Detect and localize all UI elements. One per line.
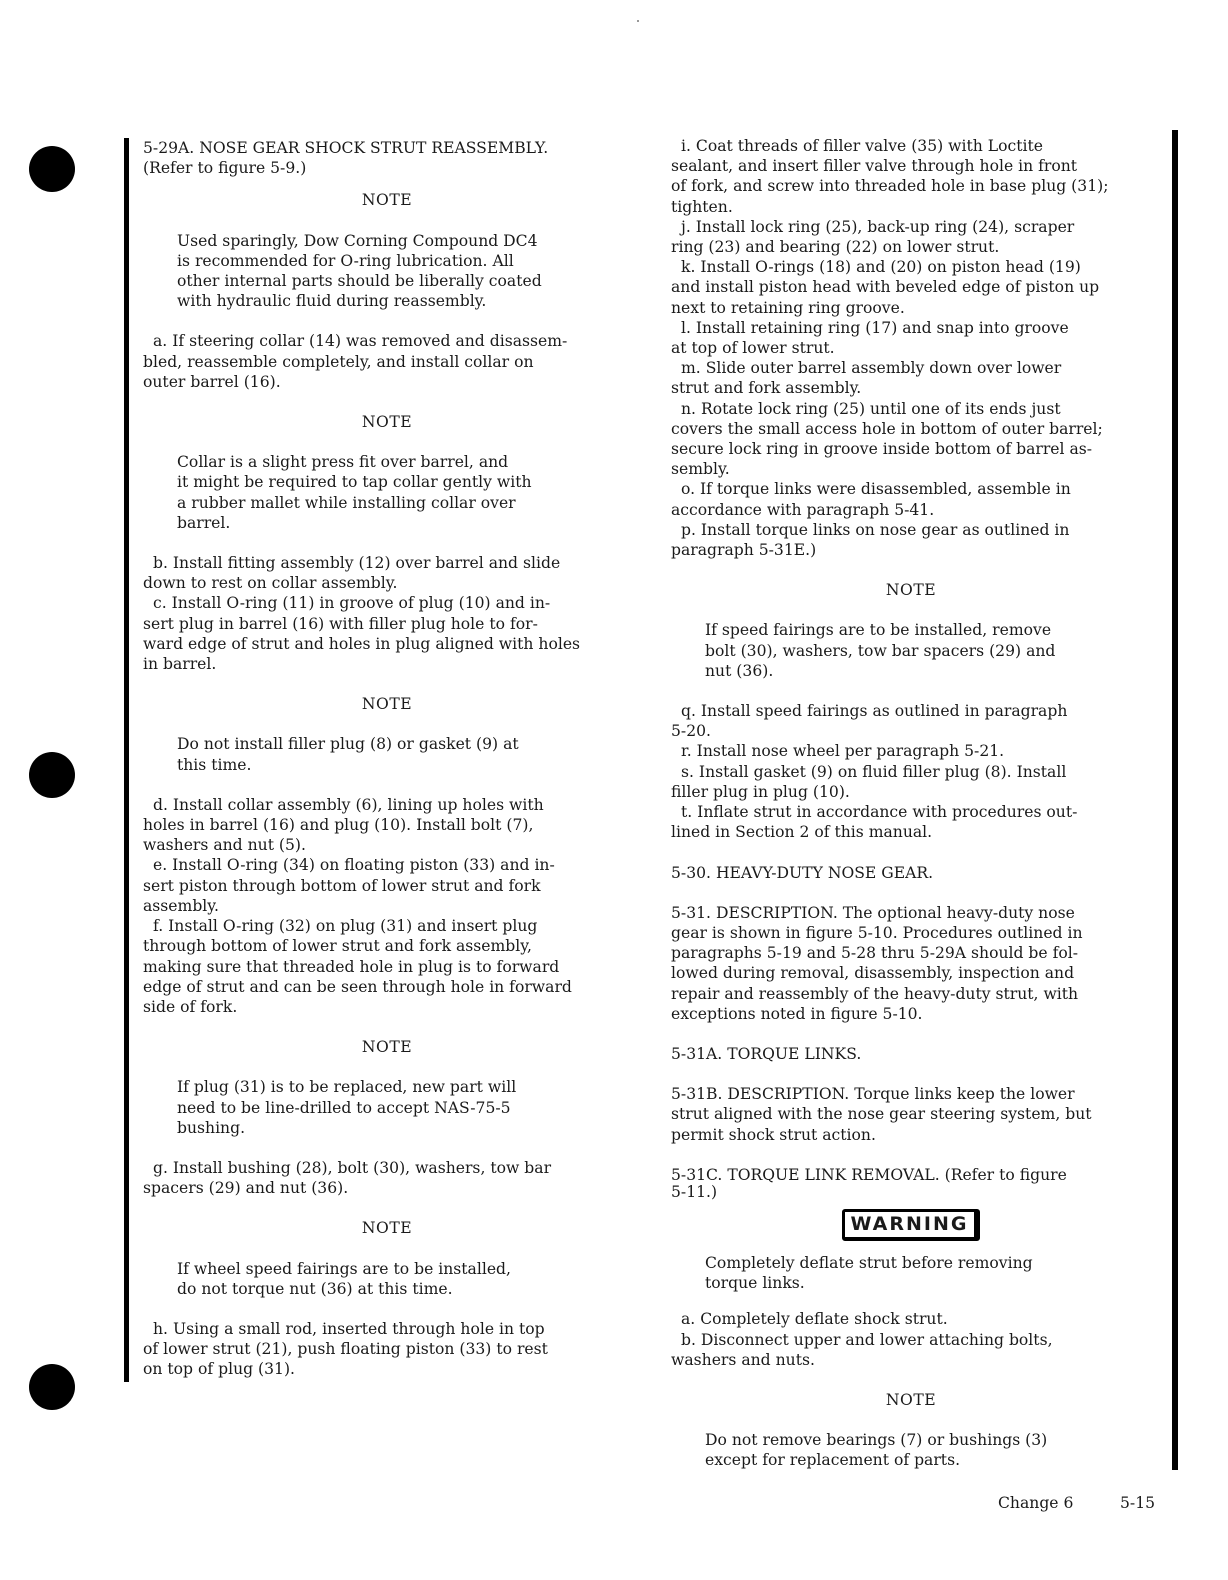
note-line: bolt (30), washers, tow bar spacers (29) and xyxy=(705,641,1056,660)
note-line: do not torque nut (36) at this time. xyxy=(177,1279,453,1298)
step-k: k. Install O-rings (18) and (20) on piston head (19) xyxy=(681,258,1081,277)
note-line: this time. xyxy=(177,755,252,774)
step-line: through bottom of lower strut and fork assembly, xyxy=(143,937,532,956)
step-a xyxy=(143,331,631,351)
note-label: NOTE xyxy=(885,1390,937,1409)
paragraph-line: lowed during removal, disassembly, inspection and xyxy=(671,964,1075,983)
step-line: lined in Section 2 of this manual. xyxy=(671,823,933,842)
step-q: q. Install speed fairings as outlined in paragraph xyxy=(681,702,1068,721)
note-body xyxy=(177,452,631,533)
step-line: in barrel. xyxy=(143,655,217,674)
note-line: Used sparingly, Dow Corning Compound DC4 xyxy=(177,231,538,250)
step-b-removal: b. Disconnect upper and lower attaching bolts, xyxy=(681,1330,1053,1349)
warning-line: torque links. xyxy=(705,1274,805,1293)
warning-label: WARNING xyxy=(842,1209,981,1241)
paragraph-line: paragraphs 5-19 and 5-28 thru 5-29A should be fol- xyxy=(671,944,1079,963)
change-bar-right xyxy=(1172,130,1178,1470)
step-a-removal: a. Completely deflate shock strut. xyxy=(681,1310,948,1329)
step-line: holes in barrel (16) and plug (10). Install bolt (7), xyxy=(143,816,534,835)
paragraph-line: exceptions noted in figure 5-10. xyxy=(671,1004,923,1023)
step-b: b. Install fitting assembly (12) over barrel and slide xyxy=(153,554,561,573)
section-heading: 5-29A. NOSE GEAR SHOCK STRUT REASSEMBLY. xyxy=(143,139,549,157)
step-f: f. Install O-ring (32) on plug (31) and insert plug xyxy=(153,917,538,936)
step-line: 5-20. xyxy=(671,722,711,741)
step-line: a. If steering collar (14) was removed and disassem- xyxy=(153,332,568,351)
change-bar-left xyxy=(124,138,129,1382)
step-line: at top of lower strut. xyxy=(671,339,835,358)
heading-5-30: 5-30. HEAVY-DUTY NOSE GEAR. xyxy=(671,863,934,882)
step-line: of lower strut (21), push floating piston (33) to rest xyxy=(143,1340,548,1359)
note-line: except for replacement of parts. xyxy=(705,1451,961,1470)
step-line: outer barrel (16). xyxy=(143,372,281,391)
step-t: t. Inflate strut in accordance with procedures out- xyxy=(681,803,1078,822)
step-c: c. Install O-ring (11) in groove of plug (10) and in- xyxy=(153,594,551,613)
step-m: m. Slide outer barrel assembly down over lower xyxy=(681,359,1062,378)
step-line: sealant, and insert filler valve through hole in front xyxy=(671,157,1078,176)
step-line: of fork, and screw into threaded hole in base plug (31); xyxy=(671,177,1109,196)
step-p: p. Install torque links on nose gear as outlined in xyxy=(681,520,1070,539)
note-label: NOTE xyxy=(361,695,413,714)
note-label: NOTE xyxy=(361,1219,413,1238)
step-e: e. Install O-ring (34) on floating piston (33) and in- xyxy=(153,856,555,875)
heading-line: 5-11.) xyxy=(671,1182,718,1201)
right-column xyxy=(671,136,1151,1471)
step-line: sert plug in barrel (16) with filler plug hole to for- xyxy=(143,614,538,633)
step-line: washers and nut (5). xyxy=(143,836,306,855)
note-body xyxy=(177,734,631,774)
paragraph-5-31: 5-31. DESCRIPTION. The optional heavy-duty nose xyxy=(671,903,1075,922)
step-o: o. If torque links were disassembled, assemble in xyxy=(681,480,1071,499)
step-line: making sure that threaded hole in plug is to forward xyxy=(143,957,560,976)
step-h: h. Using a small rod, inserted through hole in top xyxy=(153,1319,545,1338)
note-body xyxy=(177,1259,631,1299)
step-line: bled, reassemble completely, and install collar on xyxy=(143,352,534,371)
step-j: j. Install lock ring (25), back-up ring (24), scraper xyxy=(681,217,1075,236)
change-number: Change 6 xyxy=(998,1494,1074,1512)
note-line: a rubber mallet while installing collar over xyxy=(177,493,516,512)
heading-5-31c: 5-31C. TORQUE LINK REMOVAL. (Refer to figure xyxy=(671,1165,1067,1184)
step-line: filler plug in plug (10). xyxy=(671,782,850,801)
warning-line: Completely deflate strut before removing xyxy=(705,1253,1033,1272)
warning-body xyxy=(705,1253,1151,1293)
paragraph-line: strut aligned with the nose gear steering system, but xyxy=(671,1105,1092,1124)
paragraph-5-31b: 5-31B. DESCRIPTION. Torque links keep the lower xyxy=(671,1085,1075,1104)
paragraph-line: permit shock strut action. xyxy=(671,1125,876,1144)
note-line: If speed fairings are to be installed, remove xyxy=(705,621,1052,640)
page-number: 5-15 xyxy=(1120,1494,1156,1512)
step-l: l. Install retaining ring (17) and snap into groove xyxy=(681,318,1069,337)
step-s: s. Install gasket (9) on fluid filler plug (8). Install xyxy=(681,762,1067,781)
note-line: If plug (31) is to be replaced, new part will xyxy=(177,1078,517,1097)
note-label: NOTE xyxy=(361,1038,413,1057)
note-line: barrel. xyxy=(177,513,231,532)
note-line: If wheel speed fairings are to be installed, xyxy=(177,1259,511,1278)
step-line: washers and nuts. xyxy=(671,1350,815,1369)
step-d: d. Install collar assembly (6), lining up holes with xyxy=(153,795,544,814)
step-line: assembly. xyxy=(143,896,219,915)
note-line: Do not remove bearings (7) or bushings (3) xyxy=(705,1431,1048,1450)
note-body xyxy=(177,1077,631,1138)
step-line: strut and fork assembly. xyxy=(671,379,862,398)
note-line: Collar is a slight press fit over barrel, and xyxy=(177,453,509,472)
step-n: n. Rotate lock ring (25) until one of its ends just xyxy=(681,399,1061,418)
step-line: sembly. xyxy=(671,460,730,479)
heading-5-31a: 5-31A. TORQUE LINKS. xyxy=(671,1044,862,1063)
note-line: nut (36). xyxy=(705,661,774,680)
step-line: next to retaining ring groove. xyxy=(671,298,905,317)
binder-hole-middle xyxy=(29,752,75,798)
left-column xyxy=(143,138,631,1380)
note-line: is recommended for O-ring lubrication. All xyxy=(177,251,514,270)
note-label: NOTE xyxy=(361,191,413,210)
step-g: g. Install bushing (28), bolt (30), washers, tow bar xyxy=(153,1158,552,1177)
step-line: down to rest on collar assembly. xyxy=(143,574,398,593)
paragraph-line: gear is shown in figure 5-10. Procedures outlined in xyxy=(671,923,1083,942)
note-line: with hydraulic fluid during reassembly. xyxy=(177,292,487,311)
note-line: other internal parts should be liberally coated xyxy=(177,272,542,291)
binder-hole-bottom xyxy=(29,1364,75,1410)
note-label: NOTE xyxy=(361,413,413,432)
step-line: on top of plug (31). xyxy=(143,1360,296,1379)
section-heading-ref: (Refer to figure 5-9.) xyxy=(143,159,307,178)
step-line: sert piston through bottom of lower strut and fork xyxy=(143,876,541,895)
note-line: Do not install filler plug (8) or gasket (9) at xyxy=(177,735,519,754)
step-line: accordance with paragraph 5-41. xyxy=(671,500,935,519)
note-body xyxy=(177,231,631,312)
scan-speck xyxy=(637,20,639,22)
note-line: bushing. xyxy=(177,1118,246,1137)
binder-hole-top xyxy=(29,146,75,192)
note-body xyxy=(705,1430,1151,1470)
paragraph-line: repair and reassembly of the heavy-duty strut, with xyxy=(671,984,1079,1003)
step-line: spacers (29) and nut (36). xyxy=(143,1179,349,1198)
note-line: it might be required to tap collar gently with xyxy=(177,473,532,492)
step-line: side of fork. xyxy=(143,997,238,1016)
step-line: covers the small access hole in bottom of outer barrel; xyxy=(671,419,1103,438)
step-line: tighten. xyxy=(671,197,733,216)
step-line: ward edge of strut and holes in plug aligned with holes xyxy=(143,634,581,653)
note-line: need to be line-drilled to accept NAS-75-5 xyxy=(177,1098,511,1117)
step-i: i. Coat threads of filler valve (35) with Loctite xyxy=(681,137,1043,155)
step-line: ring (23) and bearing (22) on lower strut. xyxy=(671,238,1000,257)
note-label: NOTE xyxy=(885,581,937,600)
note-body xyxy=(705,620,1151,681)
step-line: paragraph 5-31E.) xyxy=(671,541,817,560)
step-line: secure lock ring in groove inside bottom of barrel as- xyxy=(671,440,1093,459)
step-line: edge of strut and can be seen through hole in forward xyxy=(143,977,572,996)
step-line: and install piston head with beveled edge of piston up xyxy=(671,278,1100,297)
step-r: r. Install nose wheel per paragraph 5-21. xyxy=(681,742,1005,761)
